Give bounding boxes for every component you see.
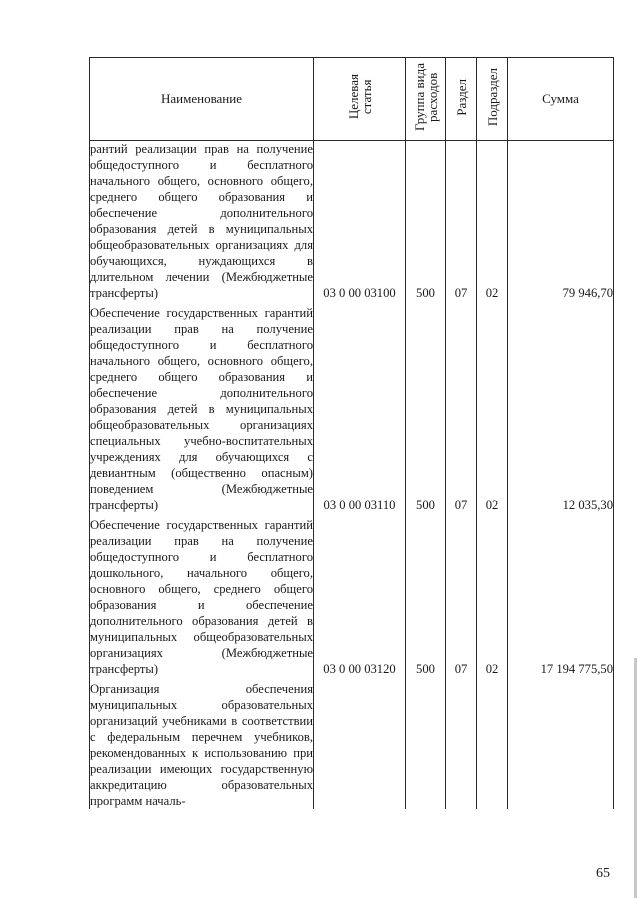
header-group: Группа вида расходов	[406, 58, 446, 141]
table-row	[90, 517, 614, 681]
row-group: 500	[406, 305, 446, 517]
header-name: Наименование	[90, 58, 314, 141]
table-row	[90, 141, 614, 306]
row-section: 07	[446, 305, 477, 517]
budget-table	[89, 57, 614, 809]
header-sum: Сумма	[508, 58, 614, 141]
header-subsection: Подраздел	[477, 58, 508, 141]
table-header-row	[90, 58, 614, 141]
row-subsection-empty	[477, 681, 508, 809]
scan-edge-mark	[634, 658, 637, 898]
row-section: 07	[446, 141, 477, 306]
row-sum: 12 035,30	[508, 305, 614, 517]
row-target: 03 0 00 03120	[314, 517, 406, 681]
row-sum-empty	[508, 681, 614, 809]
row-section-empty	[446, 681, 477, 809]
row-name: Обеспечение государственных гарантий реализации прав на получение общедоступного и бесплатного начального общего, основного общего, среднего общего образования и обеспечение дополнительного образования детей в муниципальных общеобразовательных организациях специальных учебно-воспитательных учреждениях для обучающихся с девиантным (общественно опасным) поведением (Межбюджетные трансферты)	[90, 305, 314, 517]
header-target: Целевая статья	[314, 58, 406, 141]
row-group-empty	[406, 681, 446, 809]
row-sum: 17 194 775,50	[508, 517, 614, 681]
row-subsection: 02	[477, 141, 508, 306]
row-name: Организация обеспечения муниципальных образовательных организаций учебниками в соответствии с федеральным перечнем учебников, рекомендованных к использованию при реализации имеющих государственную аккредитацию образовательных программ началь-	[90, 682, 313, 808]
row-sum: 79 946,70	[508, 141, 614, 306]
row-target: 03 0 00 03100	[314, 141, 406, 306]
row-target-empty	[314, 681, 406, 809]
header-section: Раздел	[446, 58, 477, 141]
row-name: Обеспечение государственных гарантий реализации прав на получение общедоступного и бесплатного дошкольного, начального общего, основного общего, среднего общего образования и обеспечение дополнительного образования детей в муниципальных общеобразовательных организациях (Межбюджетные трансферты)	[90, 517, 314, 681]
row-group: 500	[406, 517, 446, 681]
page-number: 65	[596, 866, 610, 881]
row-group: 500	[406, 141, 446, 306]
table-row	[90, 305, 614, 517]
row-subsection: 02	[477, 517, 508, 681]
row-subsection: 02	[477, 305, 508, 517]
row-name: рантий реализации прав на получение общедоступного и бесплатного начального общего, основного общего, среднего общего образования и обеспечение дополнительного образования детей в муниципальных общеобразовательных организациях для обучающихся, нуждающихся в длительном лечении (Межбюджетные трансферты)	[90, 141, 314, 306]
row-section: 07	[446, 517, 477, 681]
row-target: 03 0 00 03110	[314, 305, 406, 517]
table-row-continued	[90, 681, 614, 809]
